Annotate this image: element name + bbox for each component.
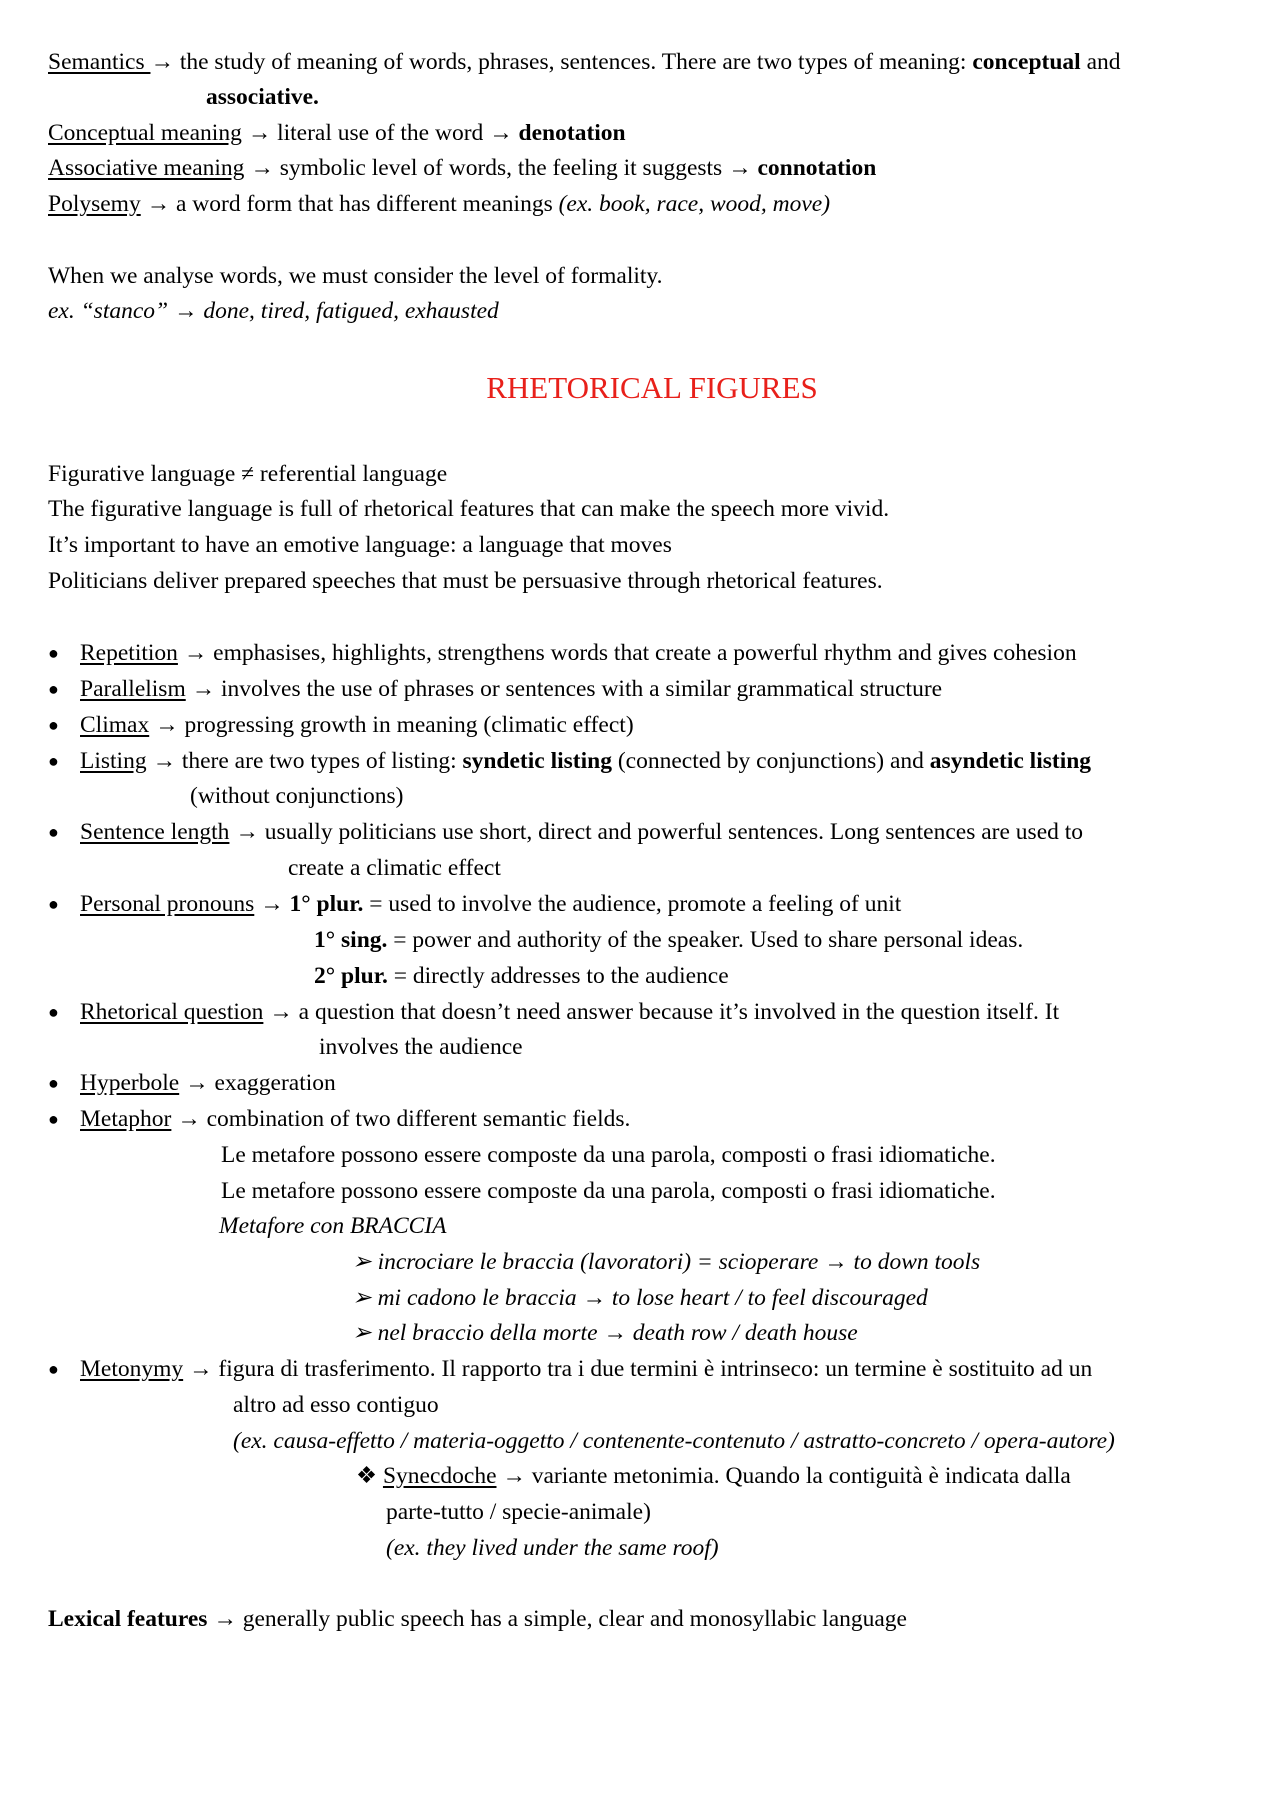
bullet-icon: ● [48, 1359, 59, 1379]
arrow: → [152, 748, 176, 774]
conceptual-bold: conceptual [972, 49, 1081, 75]
arrow: → [155, 712, 179, 738]
metaphor-item: Metaphor → combination of two different semantic fields. [80, 1106, 631, 1132]
arrow: → [146, 191, 171, 217]
pronouns-row: 2° plur. = directly addresses to the audience [314, 963, 729, 989]
intro-line: The figurative language is full of rhetorical features that can make the speech more vivid. [48, 496, 890, 522]
arrow: → [250, 155, 274, 181]
semantics-def: the study of meaning of words, phrases, sentences. There are two types of meaning: [179, 49, 973, 75]
bullet-icon: ● [48, 1109, 59, 1129]
arrowhead-icon: ➢ [352, 1249, 372, 1275]
parallelism-item: Parallelism → involves the use of phrases or sentences with a similar grammatical structure [80, 676, 943, 702]
sentence-length-cont: create a climatic effect [288, 855, 501, 881]
polysemy-term: Polysemy [48, 191, 141, 217]
arrow: → [177, 1106, 201, 1132]
section-title: RHETORICAL FIGURES [486, 370, 818, 405]
listing-cont: (without conjunctions) [190, 783, 404, 809]
metaphor-example: ➢ nel braccio della morte → death row / death house [352, 1320, 858, 1346]
metonymy-cont: altro ad esso contiguo [233, 1392, 439, 1418]
synecdoche-cont: parte-tutto / specie-animale) [386, 1499, 651, 1525]
lexical-line: Lexical features → generally public speech has a simple, clear and monosyllabic language [48, 1606, 907, 1632]
arrowhead-icon: ➢ [352, 1320, 372, 1346]
arrow: → [728, 155, 752, 181]
repetition-item: Repetition → emphasises, highlights, strengthens words that create a powerful rhythm and gives cohesion [80, 640, 1077, 666]
listing-item: Listing → there are two types of listing: syndetic listing (connected by conjunctions) and asyndetic listing [80, 748, 1092, 774]
metonymy-example: (ex. causa-effetto / materia-oggetto / contenente-contenuto / astratto-concreto / opera-autore) [233, 1428, 1115, 1454]
arrow: → [269, 999, 293, 1025]
bullet-icon: ● [48, 715, 59, 735]
arrow: → [191, 676, 216, 702]
formality-example: ex. “stanco” → done, tired, fatigued, exhausted [48, 298, 499, 324]
polysemy-line: Polysemy → a word form that has different meanings (ex. book, race, wood, move) [48, 191, 831, 217]
diamond-icon: ❖ [356, 1463, 378, 1489]
arrow: → [247, 120, 272, 146]
arrow: → [173, 298, 198, 324]
metonymy-item: Metonymy → figura di trasferimento. Il rapporto tra i due termini è intrinseco: un termine è sostituito ad un [80, 1356, 1093, 1382]
associative-term: Associative meaning [48, 155, 245, 181]
intro-line: It’s important to have an emotive language: a language that moves [48, 532, 672, 558]
semantics-term: Semantics [48, 49, 151, 75]
intro-line: Politicians deliver prepared speeches that must be persuasive through rhetorical features. [48, 568, 883, 594]
sentence-length-item: Sentence length → usually politicians use short, direct and powerful sentences. Long sentences are used to [80, 819, 1084, 845]
arrow: → [183, 640, 208, 666]
bullet-icon: ● [48, 822, 59, 842]
climax-item: Climax → progressing growth in meaning (climatic effect) [80, 712, 634, 738]
arrow: → [213, 1606, 237, 1632]
synecdoche-item: ❖ Synecdoche → variante metonimia. Quando la contiguità è indicata dalla [356, 1463, 1071, 1489]
metaphor-example: ➢ incrociare le braccia (lavoratori) = scioperare → to down tools [352, 1249, 981, 1275]
lexical-term: Lexical features [48, 1606, 208, 1632]
bullet-icon: ● [48, 894, 59, 914]
pronouns-row: 1° sing. = power and authority of the speaker. Used to share personal ideas. [314, 927, 1024, 953]
metaphor-line: Le metafore possono essere composte da una parola, composti o frasi idiomatiche. [221, 1178, 996, 1204]
bullet-icon: ● [48, 679, 59, 699]
pronouns-item: Personal pronouns → 1° plur. = used to involve the audience, promote a feeling of unit [80, 891, 902, 917]
arrow: → [185, 1070, 209, 1096]
arrow: → [150, 49, 174, 75]
rhetorical-question-cont: involves the audience [319, 1034, 523, 1060]
semantics-line: Semantics → the study of meaning of words, phrases, sentences. There are two types of meaning: conceptual and [48, 49, 1121, 75]
bullet-icon: ● [48, 1073, 59, 1093]
hyperbole-item: Hyperbole → exaggeration [80, 1070, 336, 1096]
conceptual-term: Conceptual meaning [48, 120, 242, 146]
bullet-icon: ● [48, 751, 59, 771]
metaphor-line: Le metafore possono essere composte da una parola, composti o frasi idiomatiche. [221, 1142, 996, 1168]
conceptual-line: Conceptual meaning → literal use of the word → denotation [48, 120, 626, 146]
metaphor-example: ➢ mi cadono le braccia → to lose heart / to feel discouraged [352, 1285, 928, 1311]
associative-line: Associative meaning → symbolic level of words, the feeling it suggests → connotation [48, 155, 877, 181]
intro-line: Figurative language ≠ referential language [48, 461, 448, 487]
metaphor-sub: Metafore con BRACCIA [219, 1213, 447, 1239]
arrow: → [489, 120, 513, 146]
formality-text: When we analyse words, we must consider the level of formality. [48, 263, 663, 289]
arrow: → [260, 891, 284, 917]
arrowhead-icon: ➢ [352, 1285, 372, 1311]
arrow: → [189, 1356, 213, 1382]
arrow: → [502, 1463, 526, 1489]
arrow: → [235, 819, 259, 845]
synecdoche-example: (ex. they lived under the same roof) [386, 1535, 719, 1561]
bullet-icon: ● [48, 1002, 59, 1022]
bullet-icon: ● [48, 643, 59, 663]
rhetorical-question-item: Rhetorical question → a question that doesn’t need answer because it’s involved in the question itself. It [80, 999, 1060, 1025]
associative-bold: associative. [206, 84, 319, 110]
